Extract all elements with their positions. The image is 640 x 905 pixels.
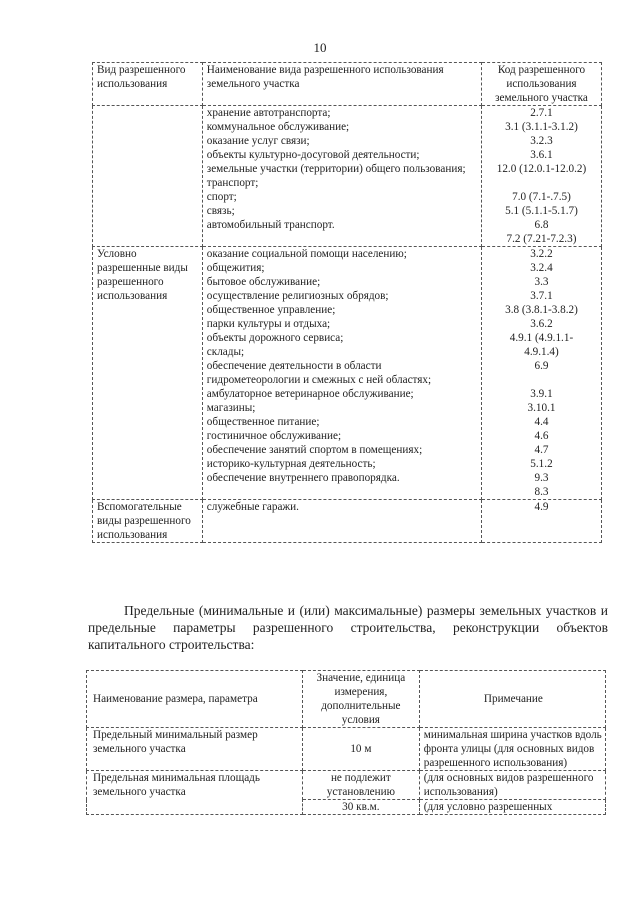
list-item: 4.7 [534,444,549,456]
conditional-uses-names [202,247,481,500]
list-item: 3.6.1 [530,149,553,161]
list-item: коммунальное обслуживание; [206,121,350,133]
list-item: склады; [206,346,245,358]
list-item: спорт; [206,191,237,203]
list-item: амбулаторное ветеринарное обслуживание; [206,388,414,400]
list-item: обеспечение внутреннего правопорядка. [206,472,400,484]
auxiliary-uses-label: Вспомогательные виды разрешенного использования [93,500,203,543]
list-item: оказание услуг связи; [206,135,310,147]
conditional-uses-label: Условно разрешенные виды разрешенного использования [93,247,203,500]
table-header-row [93,63,602,106]
list-item: общественное управление; [206,304,336,316]
list-item: 3.10.1 [527,402,556,414]
header-parameter-name: Наименование размера, параметра [87,671,303,728]
list-item: 12.0 (12.0.1-12.0.2) [496,163,587,175]
table-row [87,728,606,771]
main-uses-label [93,106,203,247]
parameter-value: 30 кв.м. [303,800,420,815]
list-item: 4.6 [534,430,549,442]
list-item: обеспечение деятельности в области [206,360,382,372]
list-item: общественное питание; [206,416,320,428]
list-item: 5.1.2 [530,458,553,470]
list-item [207,485,479,499]
list-item: 3.2.2 [530,248,553,260]
list-item: 4.4 [534,416,549,428]
header-parameter-note: Примечание [419,671,605,728]
auxiliary-use-name: служебные гаражи. [202,500,481,543]
list-item: обеспечение занятий спортом в помещениях; [206,444,423,456]
parameter-value: 10 м [303,728,420,771]
list-item: 5.1 (5.1.1-5.1.7) [505,205,578,217]
table-header-row [87,671,606,728]
parameters-paragraph: Предельные (минимальные и (или) максимальные) размеры земельных участков и предельные параметры разрешенного строительства, реконструкции объектов капитального строительства: [88,603,608,652]
list-item: 3.1 (3.1.1-3.1.2) [505,121,578,133]
list-item: 3.7.1 [530,290,553,302]
parameter-note: (для условно разрешенных [419,800,605,815]
list-item: 3.2.4 [530,262,553,274]
header-use-name: Наименование вида разрешенного использования земельного участка [202,63,481,106]
list-item: объекты культурно-досуговой деятельности; [206,149,420,161]
list-item: 3.2.3 [530,135,553,147]
parameter-name: Предельный минимальный размер земельного участка [87,728,303,771]
list-item: 4.9.1.4) [524,346,559,358]
list-item: оказание социальной помощи населению; [206,248,407,260]
auxiliary-uses-row [93,500,602,543]
parameter-note: минимальная ширина участков вдоль фронта улицы (для основных видов разрешенного использования) [419,728,605,771]
table-row [87,771,606,800]
list-item [484,373,599,387]
list-item: 7.2 (7.21-7.2.3) [506,233,577,245]
list-item: 3.8 (3.8.1-3.8.2) [505,304,578,316]
main-uses-row [93,106,602,247]
list-item: общежития; [206,262,265,274]
list-item: 3.3 [534,276,549,288]
list-item: магазины; [206,402,256,414]
list-item: гостиничное обслуживание; [206,430,342,442]
list-item: транспорт; [206,177,259,189]
list-item: 8.3 [534,486,549,498]
auxiliary-use-code: 4.9 [481,500,601,543]
list-item: 7.0 (7.1-.7.5) [512,191,571,203]
list-item: историко-культурная деятельность; [206,458,376,470]
list-item: 9.3 [534,472,549,484]
list-item: 6.8 [534,219,549,231]
list-item: бытовое обслуживание; [206,276,321,288]
list-item: автомобильный транспорт. [206,219,335,231]
header-parameter-value: Значение, единица измерения, дополнительные условия [303,671,420,728]
parameters-table [86,670,606,815]
list-item: 6.9 [534,360,549,372]
parameter-value: не подлежит установлению [303,771,420,800]
conditional-uses-row [93,247,602,500]
page-number: 10 [313,40,327,55]
main-uses-codes [481,106,601,247]
header-use-type: Вид разрешенного использования [93,63,203,106]
list-item: 2.7.1 [530,107,553,119]
permitted-use-table [92,62,602,543]
list-item: хранение автотранспорта; [206,107,331,119]
list-item: 4.9.1 (4.9.1.1- [509,332,574,344]
list-item: 3.9.1 [530,388,553,400]
list-item: объекты дорожного сервиса; [206,332,344,344]
parameter-note: (для основных видов разрешенного использования) [419,771,605,800]
list-item: осуществление религиозных обрядов; [206,290,389,302]
list-item: 3.6.2 [530,318,553,330]
parameter-name: Предельная минимальная площадь земельного участка [87,771,303,815]
main-uses-names [202,106,481,247]
header-use-code: Код разрешенного использования земельного участка [481,63,601,106]
list-item: земельные участки (территории) общего пользования; [206,163,466,175]
list-item: парки культуры и отдыха; [206,318,331,330]
list-item: связь; [206,205,235,217]
list-item: гидрометеорологии и смежных с ней областях; [206,374,432,386]
conditional-uses-codes [481,247,601,500]
